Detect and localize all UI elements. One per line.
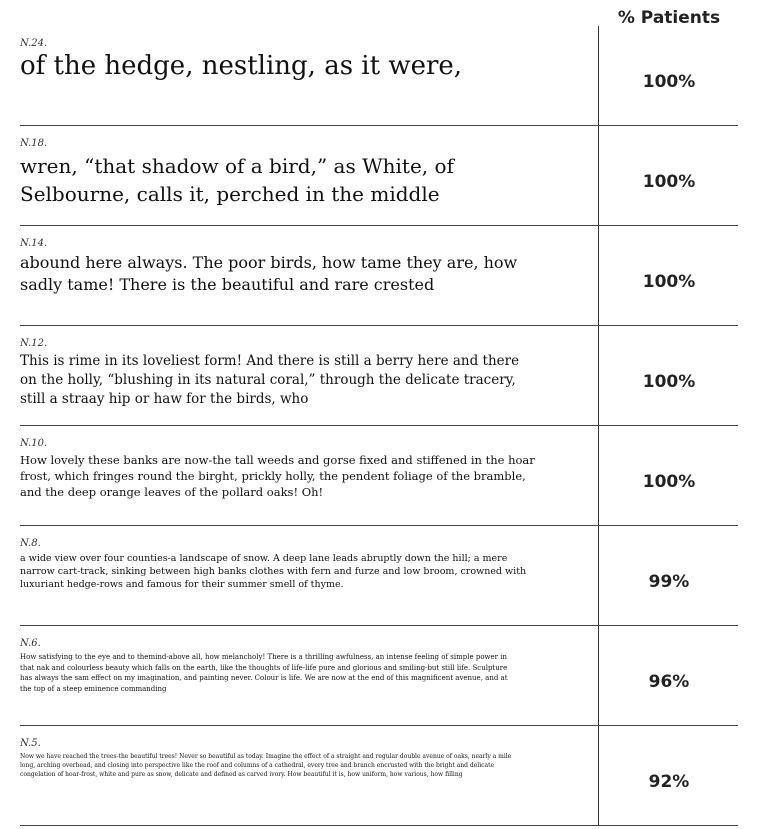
table-row (0, 526, 738, 626)
row-label: N.12. (20, 338, 48, 349)
row-divider (20, 825, 738, 826)
percent-value: 100% (642, 72, 696, 92)
sample-text: Now we have reached the trees-the beautiful trees! Never so beautiful as today. Imagine the effect of a straight and regular double avenue of oaks, nearly a mile long, arching overhead, and closing into perspective like the roof and columns of a cathedral, every tree and branch encrusted with the bright and delicate congelation of hoar-frost, white and pure as snow, delicate and defined as carved ivory. How beautiful it is, how uniform, how various, how filling (20, 753, 512, 778)
sample-text: abound here always. The poor birds, how tame they are, how sadly tame! There is the beautiful and rare crested (20, 253, 518, 294)
row-label: N.10. (20, 438, 48, 449)
table-row (0, 626, 738, 726)
table-row (0, 126, 738, 226)
row-label: N.18. (20, 138, 48, 149)
row-label: N.5. (20, 738, 41, 749)
table-row (0, 326, 738, 426)
table-row (0, 426, 738, 526)
sample-text: How satisfying to the eye and to themind-above all, how melancholy! There is a thrilling awfulness, an intense feeling of simple power in that nak and colourless beauty which falls on the earth, like the thoughts of life-life pure and glorious and smiling-but still life. Sculpture has always the sam effect on my imagination, and painting never. Colour is life. We are now at the end of this magnificent avenue, and at the top of a steep eminence commanding (20, 653, 508, 693)
sample-text: of the hedge, nestling, as it were, (20, 51, 463, 81)
percent-value: 100% (642, 172, 696, 192)
row-label: N.6. (20, 638, 41, 649)
percent-patients-header: % Patients (617, 8, 721, 28)
percent-value: 92% (648, 772, 690, 792)
sample-text: wren, “that shadow of a bird,” as White, of Selbourne, calls it, perched in the middle (20, 154, 454, 206)
percent-value: 99% (648, 572, 690, 592)
table-row (0, 226, 738, 326)
percent-value: 100% (642, 272, 696, 292)
row-label: N.14. (20, 238, 48, 249)
sample-text: How lovely these banks are now-the tall weeds and gorse fixed and stiffened in the hoar frost, which fringes round the birght, prickly holly, the pendent foliage of the bramble, and the deep orange leaves of the pollard oaks! Oh! (20, 453, 535, 499)
percent-value: 100% (642, 372, 696, 392)
table-row (0, 726, 738, 826)
row-label: N.8. (20, 538, 41, 549)
row-label: N.24. (20, 38, 48, 49)
sample-text: a wide view over four counties-a landscape of snow. A deep lane leads abruptly down the hill; a mere narrow cart-track, sinking between high banks clothes with fern and furze and low broom, crowned with luxuriant hedge-rows and famous for their summer smell of thyme. (20, 553, 527, 590)
sample-text: This is rime in its loveliest form! And there is still a berry here and there on the holly, “blushing in its natural coral,” through the delicate tracery, still a straay hip or haw for the birds, who (20, 353, 520, 407)
percent-value: 96% (648, 672, 690, 692)
table-row (0, 26, 738, 126)
percent-value: 100% (642, 472, 696, 492)
